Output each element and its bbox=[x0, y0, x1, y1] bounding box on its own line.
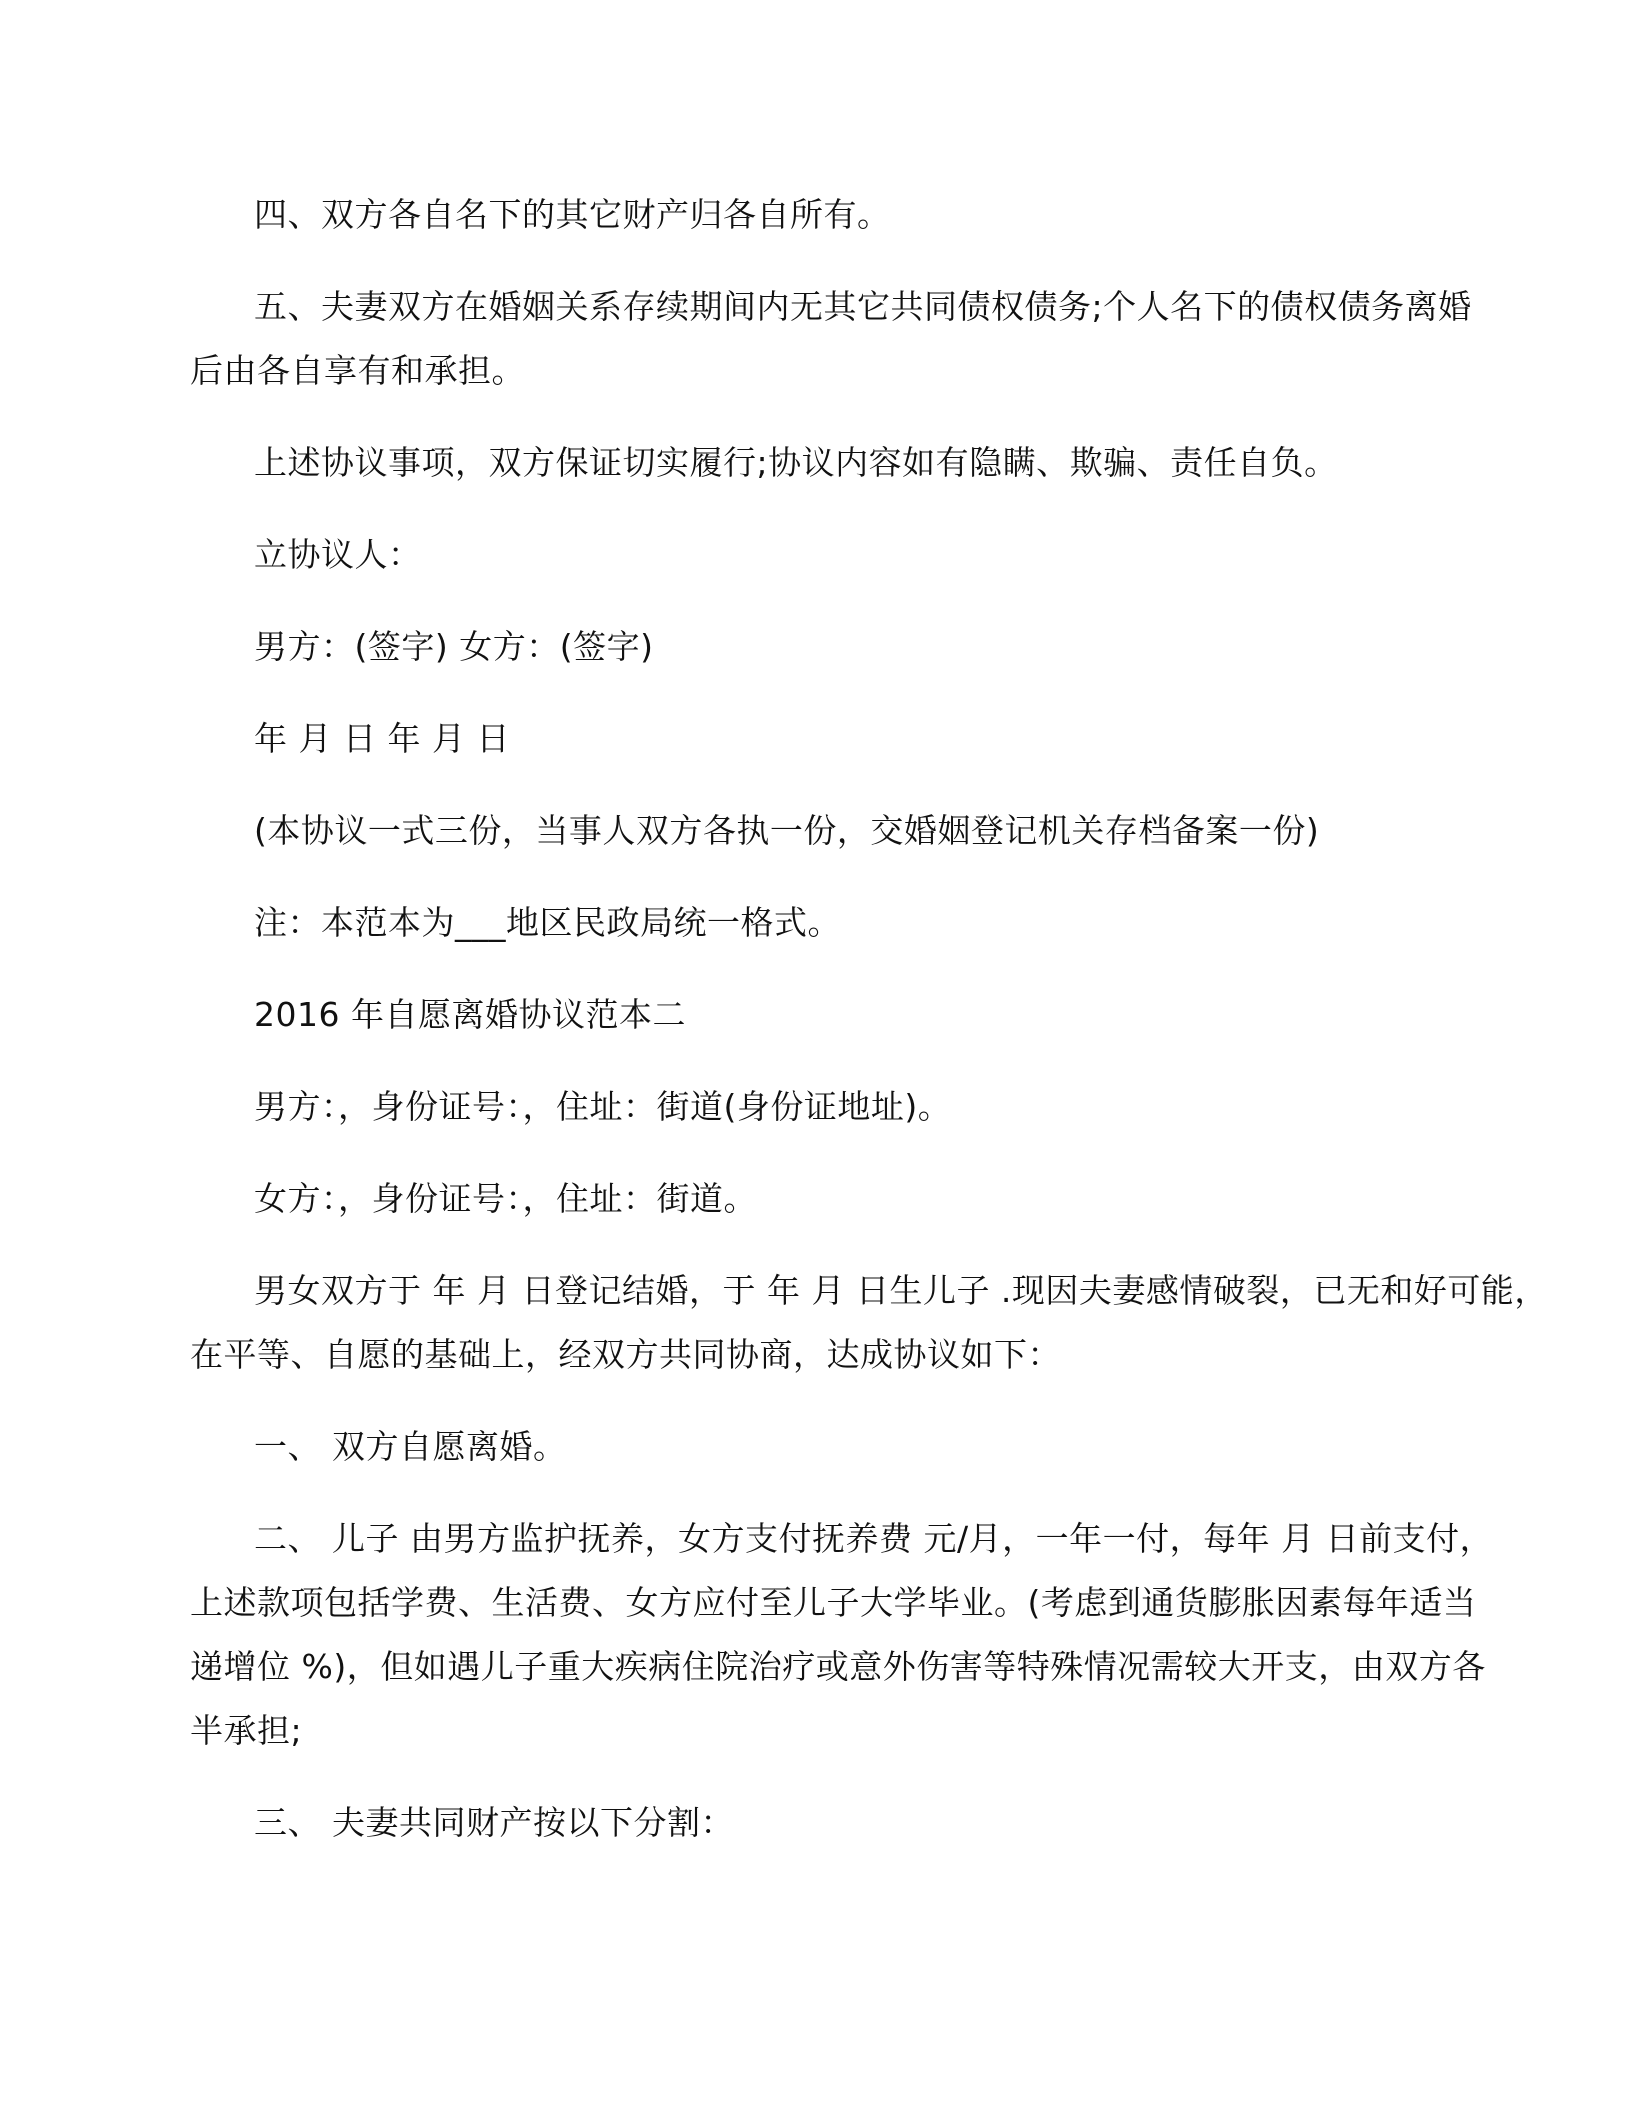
clause-one-line: 一、 双方自愿离婚。 bbox=[254, 1427, 567, 1466]
clause-two-line-2: 上述款项包括学费、生活费、女方应付至儿子大学毕业。(考虑到通货膨胀因素每年适当 bbox=[190, 1583, 1477, 1622]
clause-two-line-3: 递增位 %)，但如遇儿子重大疾病住院治疗或意外伤害等特殊情况需较大开支，由双方各 bbox=[190, 1647, 1486, 1686]
clause-five-line-1: 五、夫妻双方在婚姻关系存续期间内无其它共同债权债务;个人名下的债权债务离婚 bbox=[254, 287, 1472, 326]
signature-line: 男方：(签字) 女方：(签字) bbox=[254, 627, 654, 666]
guarantee-line: 上述协议事项，双方保证切实履行;协议内容如有隐瞒、欺骗、责任自负。 bbox=[254, 443, 1338, 482]
date-line: 年 月 日 年 月 日 bbox=[254, 719, 510, 758]
signatories-heading: 立协议人： bbox=[254, 535, 422, 574]
clause-five-line-2: 后由各自享有和承担。 bbox=[190, 351, 525, 390]
template-note-line: 注：本范本为___地区民政局统一格式。 bbox=[254, 903, 841, 942]
clause-four-line: 四、双方各自名下的其它财产归各自所有。 bbox=[254, 195, 891, 234]
clause-two-line-1: 二、 儿子 由男方监护抚养，女方支付抚养费 元/月，一年一付，每年 月 日前支付， bbox=[254, 1519, 1494, 1558]
male-party-line: 男方：，身份证号：，住址：街道(身份证地址)。 bbox=[254, 1087, 952, 1126]
clause-two-line-4: 半承担; bbox=[190, 1711, 303, 1750]
template-two-title: 2016 年自愿离婚协议范本二 bbox=[254, 995, 686, 1034]
clause-three-line: 三、 夫妻共同财产按以下分割： bbox=[254, 1803, 734, 1842]
female-party-line: 女方：，身份证号：，住址：街道。 bbox=[254, 1179, 757, 1218]
copies-note-line: (本协议一式三份，当事人双方各执一份，交婚姻登记机关存档备案一份) bbox=[254, 811, 1320, 850]
marriage-intro-line-2: 在平等、自愿的基础上，经双方共同协商，达成协议如下： bbox=[190, 1335, 1061, 1374]
marriage-intro-line-1: 男女双方于 年 月 日登记结婚，于 年 月 日生儿子 .现因夫妻感情破裂，已无和好可能， bbox=[254, 1271, 1548, 1310]
